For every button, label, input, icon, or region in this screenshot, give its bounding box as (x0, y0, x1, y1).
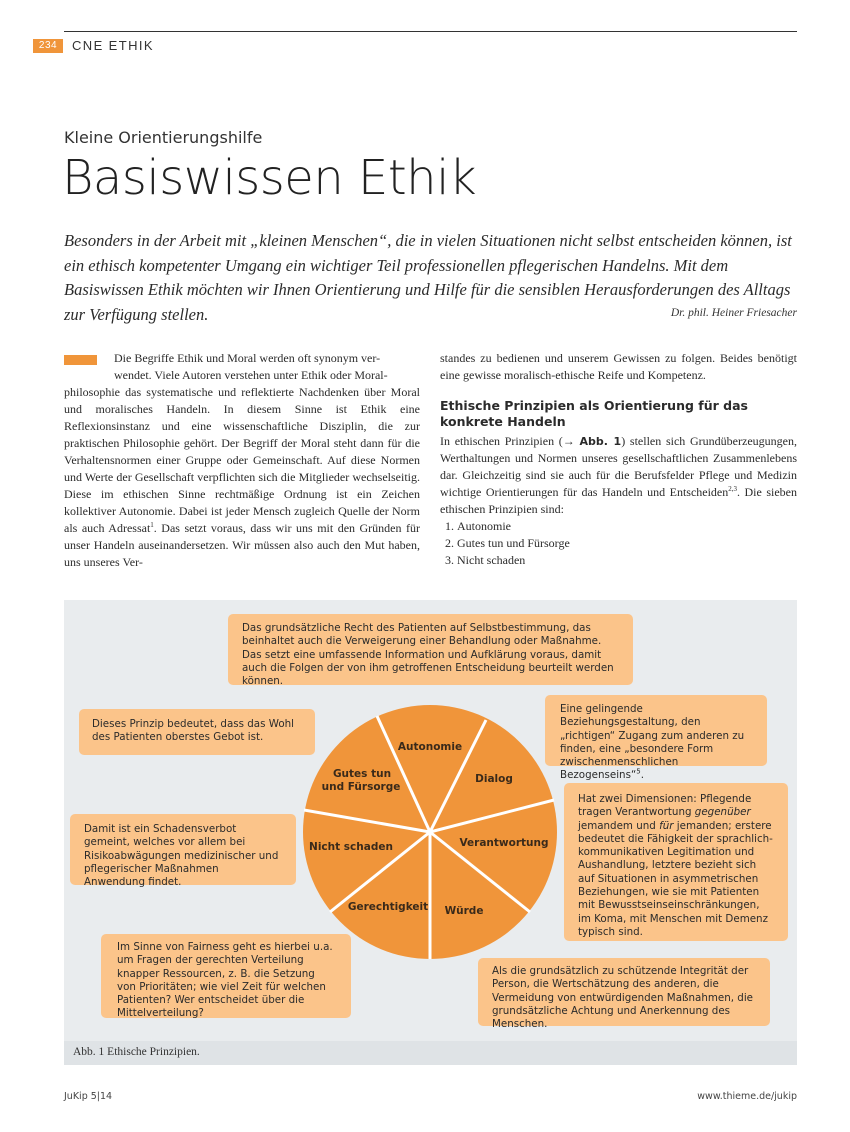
segment-dialog: Dialog (475, 773, 513, 785)
box-verantwortung-em2: für (659, 819, 674, 832)
figure-reference: Abb. 1 (579, 435, 622, 448)
segment-autonomie: Autonomie (397, 741, 463, 753)
p3-text-b: ) stellen sich Grundüberzeugungen, Werthaltungen und Normen unseres gesellschaftlichen Zusammenlebens dar. Gleichzeitig sind sie auch für die Berufsfelder Pflege und Medizin wichtige Orientierungen für das Handeln und Entscheiden (440, 434, 797, 499)
list-item: 1. Autonomie (457, 518, 797, 535)
segment-nicht-schaden: Nicht schaden (309, 841, 393, 853)
body-paragraph-1: philosophie das systematische und reflektierte Nachdenken über Moral und moralisches Handeln. In diesem Sinne ist Ethik eine Reflexionsinstanz und eine wissenschaftliche Disziplin, die zur praktischen Philosophie gehört. Der Begriff der Moral steht dann für die Verhaltensnormen einer Gruppe oder Gemeinschaft. Auf diese Normen und Werte der Gesellschaft verpflichten sich die Mitglieder wechselseitig. Diese im ethischen Sinne rechtmäßige Ordnung ist ein Zeichen kollektiver Autonomie. Dabei ist jeder Mensch zugleich Quelle der Norm als auch Adressat (64, 385, 420, 535)
body-paragraph-2: standes zu bedienen und unserem Gewissen zu folgen. Beides benötigt eine gewisse moralisch-ethische Reife und Kompetenz. (440, 351, 797, 382)
principles-wheel (302, 704, 558, 960)
body-column-left (64, 350, 420, 571)
body-paragraph-3 (440, 433, 797, 518)
box-nicht-schaden: Damit ist ein Schadensverbot gemeint, welches vor allem bei Risikoabwägungen medizinischer und pflegerischer Maßnahmen Anwendung findet. (70, 814, 296, 885)
footer-journal: JuKip 5|14 (64, 1091, 113, 1102)
body-first-line: Die Begriffe Ethik und Moral werden oft synonym ver- (114, 351, 381, 365)
box-verantwortung-em1: gegenüber (694, 806, 751, 819)
segment-verantwortung: Verantwortung (459, 837, 549, 849)
footnote-ref-1: 1 (150, 521, 154, 529)
body-column-right (440, 350, 797, 569)
box-dialog-end: . (640, 769, 645, 782)
box-verantwortung-b: jemandem und (578, 819, 660, 832)
body-paragraph-1-end: . Das setzt voraus, dass wir uns mit den Gründen für unser Handeln auseinandersetzen. Wir müssen also auch den Mut haben, uns unseres Ver- (64, 521, 420, 569)
segment-wuerde: Würde (444, 905, 484, 917)
box-autonomie: Das grundsätzliche Recht des Patienten auf Selbstbestimmung, das beinhaltet auch die Verweigerung einer Behandlung oder Maßnahme. Das setzt eine umfassende Information und Aufklärung voraus, damit auch die Folgen der von ihm getroffenen Entscheidung beurteilt werden können. (228, 614, 633, 685)
box-dialog-sup: 5 (636, 768, 641, 777)
header-rule (64, 31, 797, 32)
segment-gerechtigkeit: Gerechtigkeit (347, 901, 429, 913)
box-gerechtigkeit: Im Sinne von Fairness geht es hierbei u.a. um Fragen der gerechten Verteilung knapper Ressourcen, z. B. die Setzung von Prioritäten; wie viel Zeit für welchen Patienten? Wer entscheidet über die Mittelverteilung? (101, 934, 351, 1018)
box-verantwortung (564, 783, 788, 941)
article-author: Dr. phil. Heiner Friesacher (670, 307, 797, 319)
box-verantwortung-c: jemanden; erstere bedeutet die Fähigkeit der sprachlich-kommunikativen Legitimation und Aushandlung, letztere bezieht sich auf Situationen in asymmetrischen Beziehungen, wie sie mit Patienten mit Bewusstseinseinschränkungen, im Koma, mit Menschen mit Demenz typisch sind. (578, 819, 773, 938)
segment-fuersorge: und Fürsorge (321, 781, 401, 793)
footnote-ref-2-3: 2,3 (728, 485, 738, 493)
body-second-line: wendet. Viele Autoren verstehen unter Ethik oder Moral- (114, 368, 388, 382)
list-item: 2. Gutes tun und Fürsorge (457, 535, 797, 552)
principles-list (440, 518, 797, 569)
article-kicker: Kleine Orientierungshilfe (64, 128, 263, 147)
footer-url[interactable]: www.thieme.de/jukip (697, 1091, 797, 1102)
p3-text-a: In ethischen Prinzipien (→ (440, 434, 580, 448)
section-label: CNE ETHIK (72, 38, 154, 53)
p3-text-c: . Die sieben ethischen Prinzipien sind: (440, 485, 798, 516)
article-title: Basiswissen Ethik (62, 150, 477, 206)
section-heading: Ethische Prinzipien als Orientierung für das konkrete Handeln (440, 398, 748, 429)
box-wuerde: Als die grundsätzlich zu schützende Integrität der Person, die Wertschätzung des anderen, die Vermeidung von entwürdigenden Maßnahmen, die grundsätzliche Achtung und Anerkennung des Menschen. (478, 958, 770, 1026)
page-number: 234 (33, 39, 63, 53)
segment-gutes-tun: Gutes tun (332, 768, 392, 780)
figure-caption: Abb. 1 Ethische Prinzipien. (73, 1046, 200, 1058)
box-dialog (545, 695, 767, 782)
list-item: 3. Nicht schaden (457, 552, 797, 569)
box-dialog-text: Eine gelingende Beziehungsgestaltung, den „richtigen“ Zugang zum anderen zu finden, eine „besondere Form zwischenmenschlichen Bezogenseins“ (560, 703, 745, 782)
lead-text: Besonders in der Arbeit mit „kleinen Menschen“, die in vielen Situationen nicht selbst entscheiden können, ist ein ethisch kompetenter Umgang ein wichtiger Teil professionellen pflegerischen Handelns. Mit dem Basiswissen Ethik möchten wir Ihnen Orientierung und Hilfe für die sensiblen Herausforderungen des Alltags zur Verfügung stellen. (64, 231, 792, 324)
box-fuersorge: Dieses Prinzip bedeutet, dass das Wohl des Patienten oberstes Gebot ist. (79, 709, 315, 755)
box-verantwortung-a: Hat zwei Dimensionen: Pflegende tragen Verantwortung (578, 793, 752, 819)
